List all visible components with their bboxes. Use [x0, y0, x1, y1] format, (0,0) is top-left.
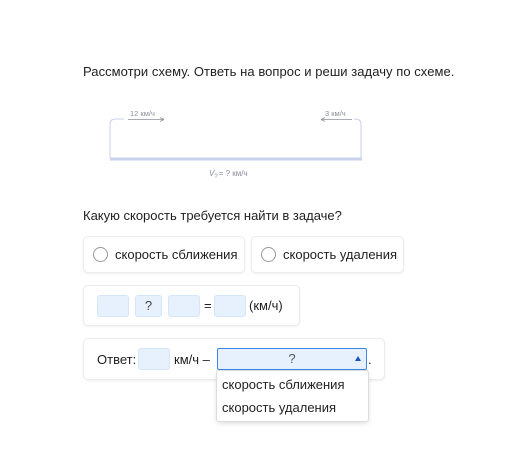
unknown-speed-subscript: ? [214, 174, 218, 180]
right-path-curve [354, 119, 361, 158]
answer-label: Ответ: [97, 352, 137, 367]
answer-value-input[interactable] [138, 348, 170, 370]
result-input[interactable] [214, 295, 246, 317]
left-speed-label: 12 км/ч [130, 109, 155, 118]
radio-icon[interactable] [93, 247, 108, 262]
operand-2-input[interactable] [168, 295, 200, 317]
dropdown-option-removal[interactable]: скорость удаления [222, 400, 337, 415]
dropdown-option-approach[interactable]: скорость сближения [222, 377, 345, 392]
operator-placeholder: ? [144, 298, 153, 313]
question-text: Какую скорость требуется найти в задаче? [83, 208, 342, 223]
select-placeholder: ? [288, 351, 296, 366]
option-label: скорость сближения [115, 247, 238, 262]
task-instruction: Рассмотри схему. Ответь на вопрос и реши задачу по схеме. [83, 64, 455, 79]
answer-unit: км/ч – [174, 352, 210, 367]
unknown-speed-label [209, 169, 248, 180]
answer-period: . [368, 352, 372, 367]
operator-select[interactable] [135, 295, 162, 317]
equation-unit: (км/ч) [249, 298, 283, 313]
motion-diagram [0, 0, 516, 200]
option-label: скорость удаления [283, 247, 398, 262]
option-approach-speed[interactable] [84, 237, 244, 272]
right-speed-label: 3 км/ч [325, 109, 346, 118]
unknown-speed-value: = ? км/ч [218, 169, 248, 178]
operand-1-input[interactable] [97, 295, 129, 317]
option-removal-speed[interactable] [252, 237, 403, 272]
unknown-speed-symbol: V [209, 169, 215, 178]
equals-sign: = [204, 298, 212, 313]
speed-type-select[interactable] [217, 348, 367, 370]
left-path-curve [110, 119, 124, 158]
caret-up-icon [355, 356, 361, 361]
speed-type-dropdown [217, 371, 368, 421]
equation-card [84, 286, 299, 325]
radio-icon[interactable] [261, 247, 276, 262]
